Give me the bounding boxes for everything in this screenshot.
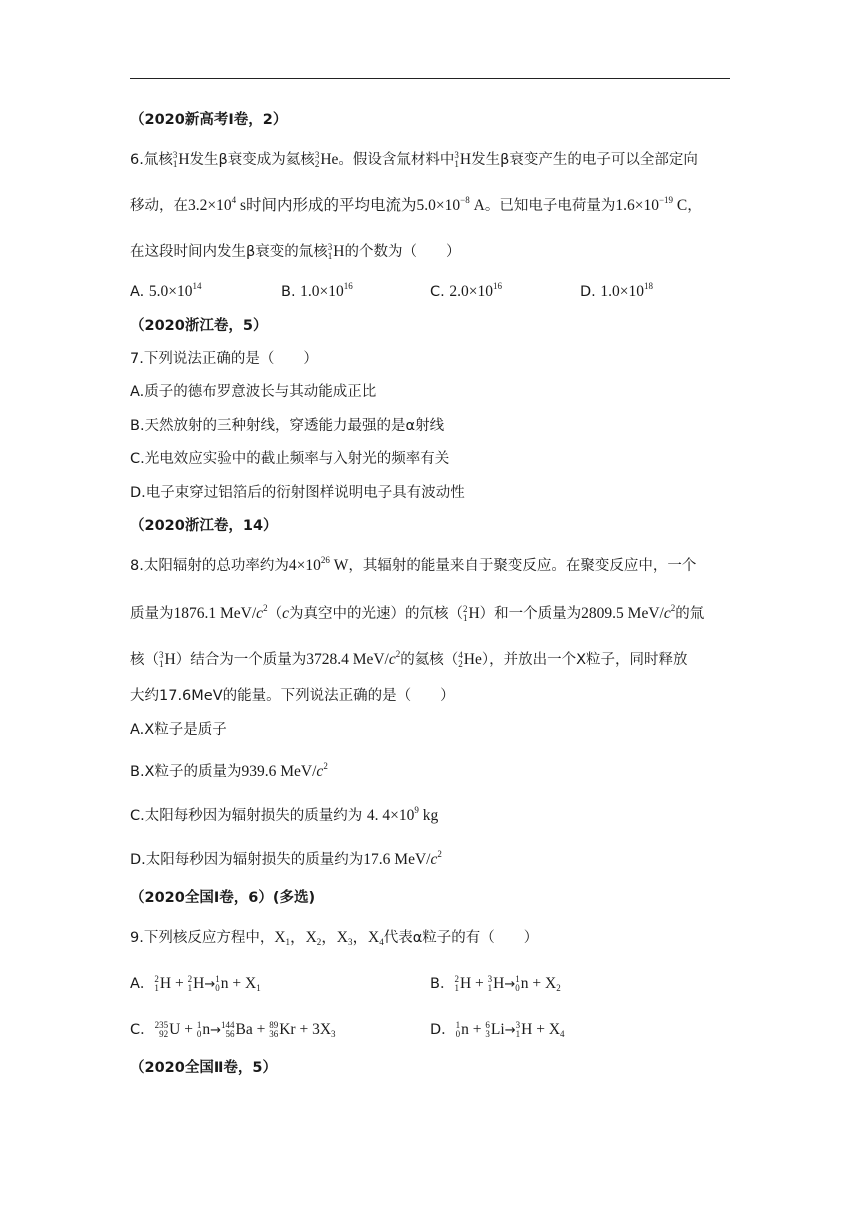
question-8-option-d[interactable]: D.太阳每秒因为辐射损失的质量约为17.6 MeV/$c^2$ [130,849,442,868]
tritium-symbol: 3 1 H [159,650,176,670]
tritium-symbol: 3 1 H [327,242,345,262]
source-label-2020-national-1: （2020全国Ⅰ卷，6）(多选) [130,890,316,906]
question-9-option-c[interactable]: C． 235 92 U + 1 0 n→ 144 56 Ba + 89 36 $Kr + 3X_3$ [130,1020,336,1040]
question-6-option-c[interactable]: C. $2.0\times 10^{16}$ [430,281,502,300]
question-8-option-a[interactable]: A.X粒子是质子 [130,722,227,738]
time-value: $3.2\times 10^4$ s时间内形成的平均电流为 [188,195,417,214]
question-8-line-2: 质量为1876.1 MeV/$c^2(c$为真空中的光速）的氘核（ 2 1 H）和一个质量为2809.5 MeV/$c^2$的氚 [130,603,705,624]
solar-power-value: $4\times 10^{26}$ W [288,555,349,574]
question-7-option-d[interactable]: D.电子束穿过铝箔后的衍射图样说明电子具有波动性 [130,485,465,501]
question-7-option-b[interactable]: B.天然放射的三种射线，穿透能力最强的是α射线 [130,418,445,434]
source-label-2020-zhejiang-14: （2020浙江卷，14） [130,518,278,534]
source-label-2020-zhejiang-5: （2020浙江卷，5） [130,318,268,334]
header-rule [130,78,730,79]
charge-value: $1.6\times 10^{-19}$ C [615,195,688,214]
question-8-option-c[interactable]: C.太阳每秒因为辐射损失的质量约为 4. $4\times 10^9$ kg [130,805,439,824]
question-9-option-d[interactable]: D． 1 0 n + 6 3 Li→ 3 1 $H + X_4$ [430,1020,565,1040]
question-8-line-3: 核（ 3 1 H）结合为一个质量为3728.4 MeV/$c^2$的氦核（ 4 2 He），并放出一个X粒子，同时释放 [130,649,688,670]
question-8-line-4: 大约17.6MeV的能量。下列说法正确的是（ ） [130,688,455,704]
source-label-2020-new-gaokao-1: （2020新高考Ⅰ卷，2） [130,112,288,128]
question-9-option-b[interactable]: B． 2 1 H + 3 1 H→ 1 0 $n + X_2$ [430,974,561,994]
question-6-line-3: 在这段时间内发生β衰变的氚核 3 1 H的个数为（ ） [130,242,461,262]
current-value: $5.0\times 10^{-8}$ A [416,195,485,214]
tritium-symbol: 3 1 H [172,150,190,170]
tritium-symbol: 3 1 H [454,150,472,170]
question-7-option-c[interactable]: C.光电效应实验中的截止频率与入射光的频率有关 [130,451,450,467]
tritium-mass-value: 2809.5 MeV/$c^2$ [581,603,676,622]
helium4-symbol: 4 2 He [458,650,482,670]
deuterium-mass-value: 1876.1 MeV/$c^2$ [173,603,268,622]
question-6-option-d[interactable]: D. $1.0\times 10^{18}$ [580,281,654,300]
source-label-2020-national-2: （2020全国Ⅱ卷，5） [130,1060,277,1076]
question-6-option-b[interactable]: B. $1.0\times 10^{16}$ [281,281,353,300]
question-6-option-a[interactable]: A. $5.0\times 10^{14}$ [130,281,202,300]
question-8-line-1: 8.太阳辐射的总功率约为$4\times 10^{26}$ W，其辐射的能量来自于聚变反应。在聚变反应中，一个 [130,555,697,574]
question-6-line-2: 移动，在$3.2\times 10^4$ s时间内形成的平均电流为$5.0\times 10^{-8}$ A。已知电子电荷量为$1.6\times 10^{-19}$ C， [130,195,702,214]
question-6-line-1: 6.氚核 3 1 H发生β衰变成为氦核 3 2 He。假设含氚材料中 3 1 H发生β衰变产生的电子可以全部定向 [130,150,698,170]
question-7-stem: 7.下列说法正确的是（ ） [130,351,318,367]
deuterium-symbol: 2 1 H [462,604,480,624]
helium3-symbol: 3 2 He [314,150,339,170]
question-9-option-a[interactable]: A． 2 1 H + 2 1 H→ 1 0 $n + X_1$ [130,974,261,994]
question-9-stem: 9.下列核反应方程中，$X_1$，$X_2$，$X_3$，$X_4$代表α粒子的有（ ） [130,929,539,947]
question-7-option-a[interactable]: A.质子的德布罗意波长与其动能成正比 [130,384,377,400]
question-8-option-b[interactable]: B.X粒子的质量为939.6 MeV/$c^2$ [130,761,328,780]
helium-mass-value: 3728.4 MeV/$c^2$ [306,649,401,668]
